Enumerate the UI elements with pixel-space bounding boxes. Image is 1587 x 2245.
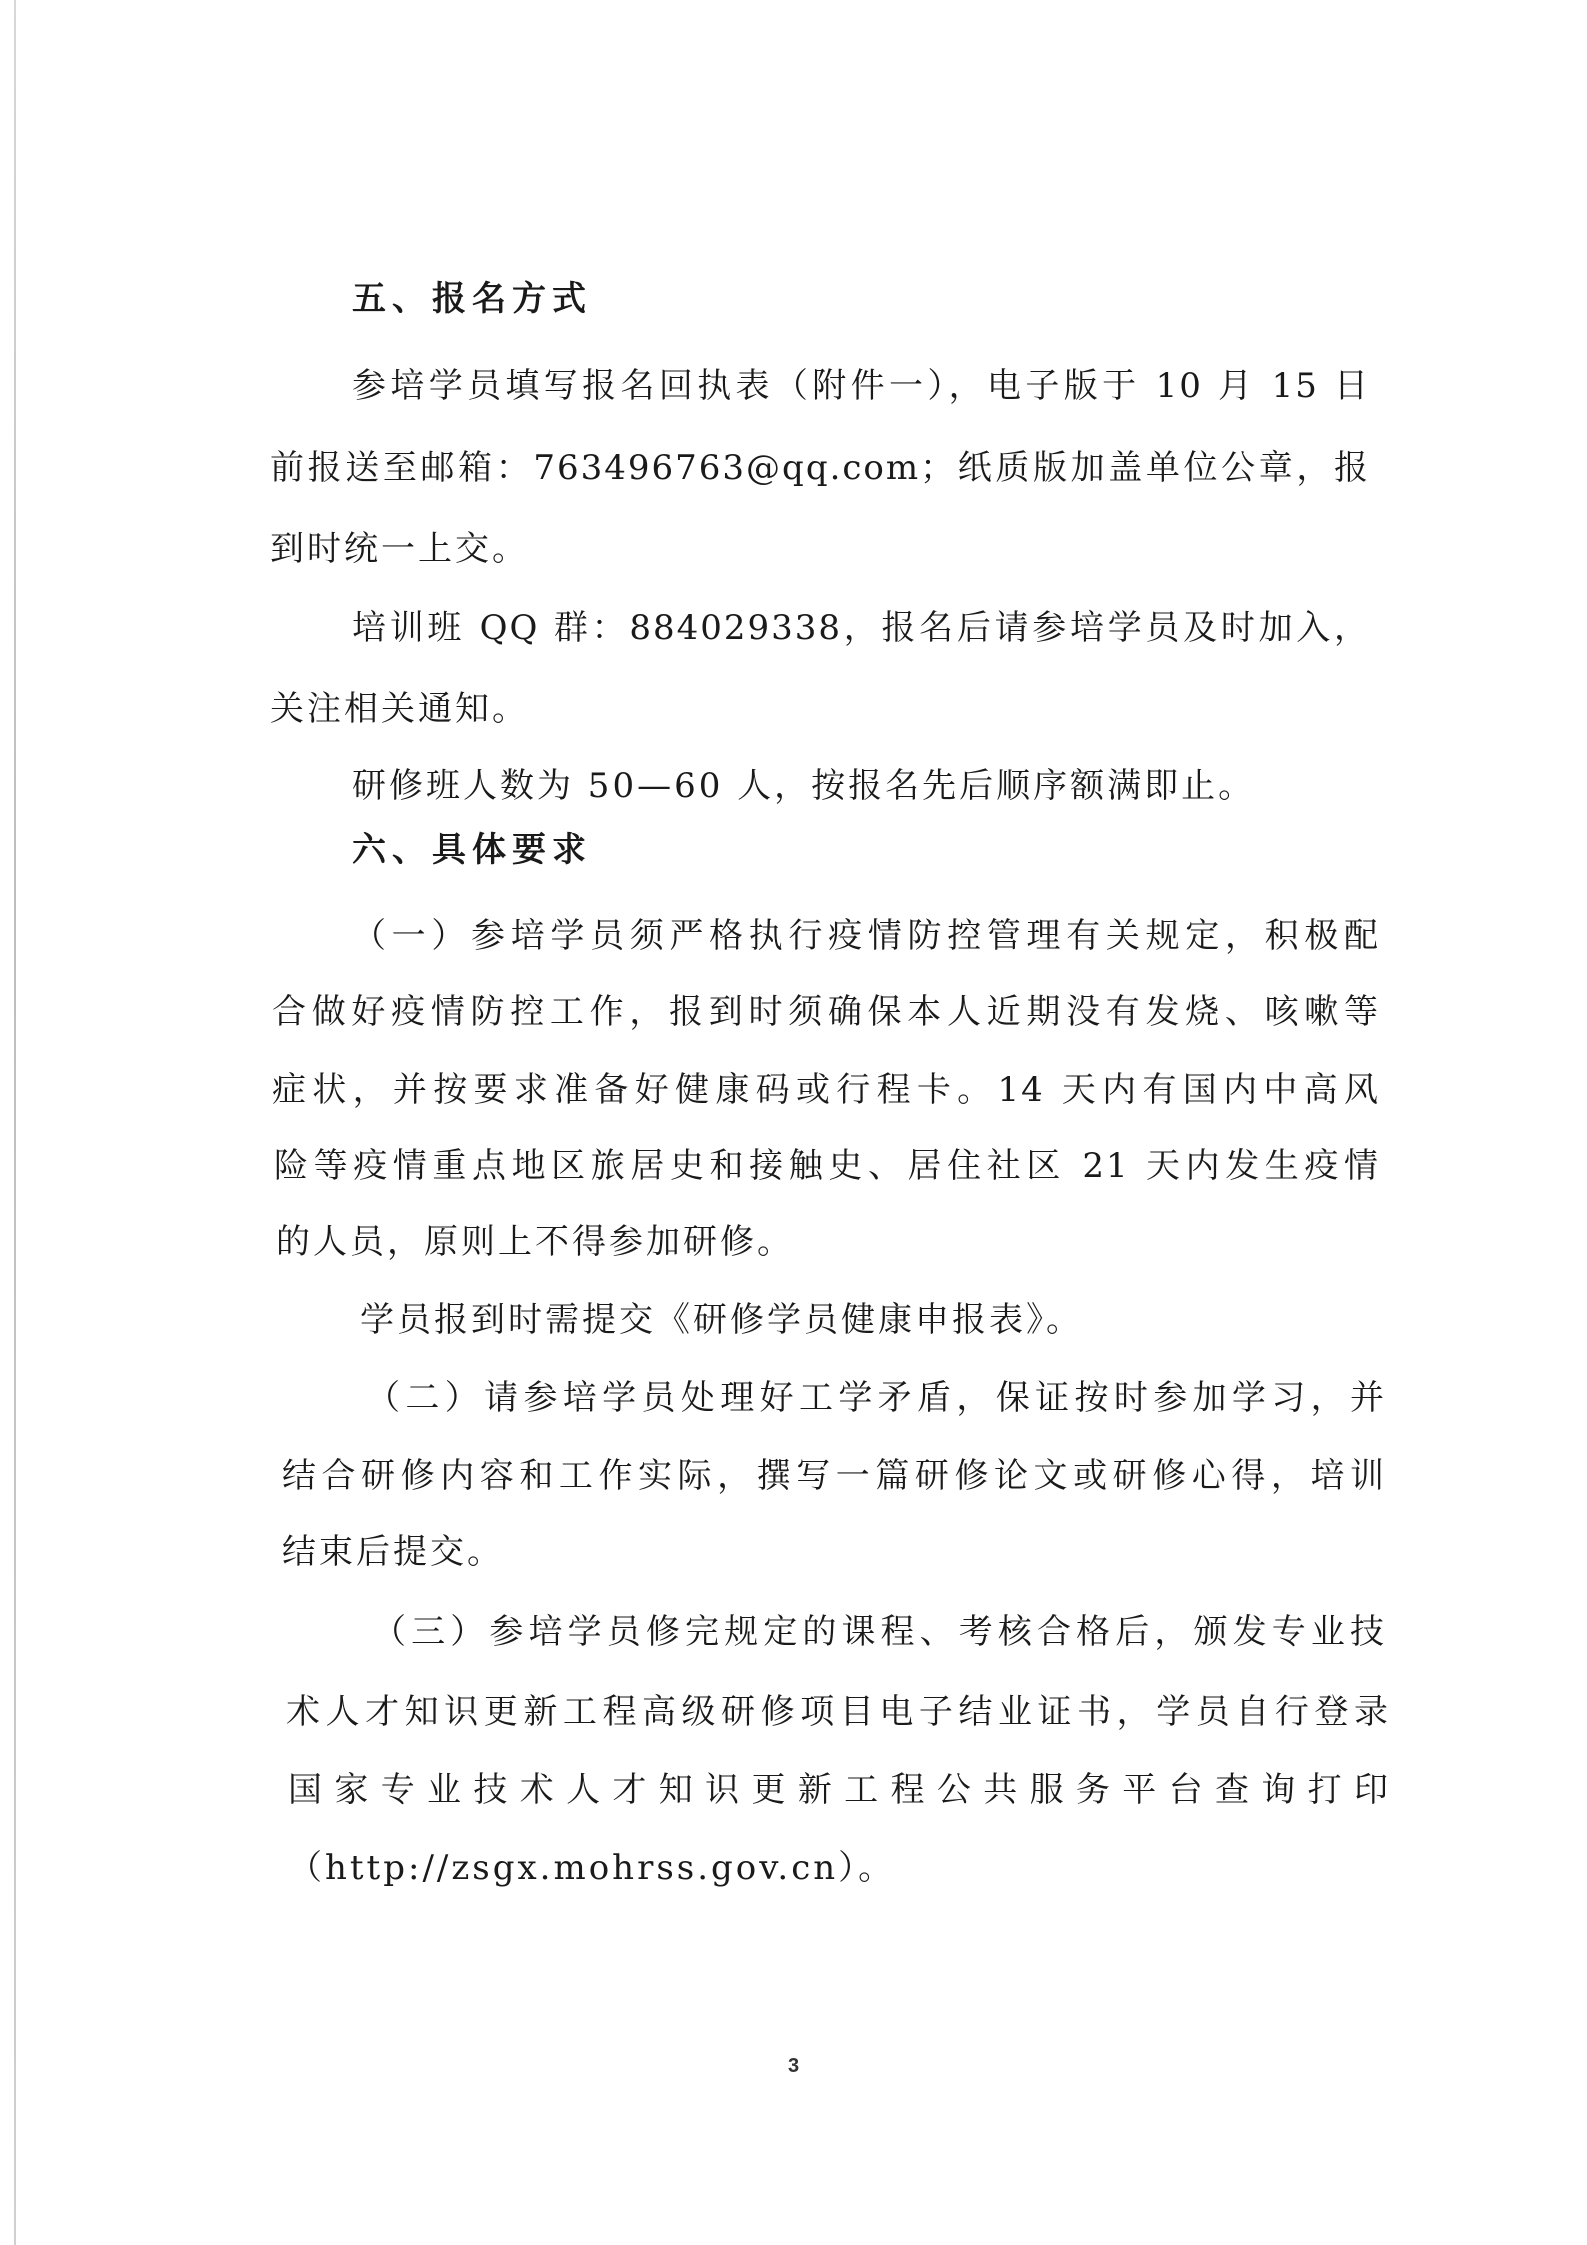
paragraph-line: 结束后提交。	[282, 1532, 504, 1572]
paragraph-line: 关注相关通知。	[270, 689, 529, 729]
paragraph-line: 参培学员填写报名回执表（附件一），电子版于 10 月 15 日	[352, 366, 1370, 406]
page-number: 3	[787, 2055, 800, 2077]
paragraph-line: 前报送至邮箱：763496763@qq.com；纸质版加盖单位公章，报	[270, 448, 1370, 488]
paragraph-line: 研修班人数为 50—60 人，按报名先后顺序额满即止。	[352, 766, 1256, 806]
paragraph-line: 症状，并按要求准备好健康码或行程卡。14 天内有国内中高风	[272, 1070, 1380, 1110]
paragraph-line: （二）请参培学员处理好工学矛盾，保证按时参加学习，并	[366, 1378, 1386, 1418]
scan-edge-shadow	[14, 0, 16, 2245]
section-heading-requirements: 六、具体要求	[352, 830, 592, 870]
paragraph-line: （一）参培学员须严格执行疫情防控管理有关规定，积极配	[352, 916, 1380, 956]
url-line: （http://zsgx.mohrss.gov.cn）。	[288, 1848, 896, 1888]
paragraph-line: 到时统一上交。	[270, 529, 529, 569]
paragraph-line: 术人才知识更新工程高级研修项目电子结业证书，学员自行登录	[286, 1692, 1390, 1732]
paragraph-line: 学员报到时需提交《研修学员健康申报表》。	[360, 1300, 1083, 1340]
paragraph-line: 险等疫情重点地区旅居史和接触史、居住社区 21 天内发生疫情	[274, 1146, 1380, 1186]
section-heading-registration: 五、报名方式	[352, 279, 592, 319]
paragraph-line: 国家专业技术人才知识更新工程公共服务平台查询打印	[288, 1770, 1390, 1810]
paragraph-line: 合做好疫情防控工作，报到时须确保本人近期没有发烧、咳嗽等	[272, 992, 1380, 1032]
paragraph-line: 结合研修内容和工作实际，撰写一篇研修论文或研修心得，培训	[282, 1456, 1386, 1496]
paragraph-line: 培训班 QQ 群：884029338，报名后请参培学员及时加入，	[352, 608, 1370, 648]
paragraph-line: （三）参培学员修完规定的课程、考核合格后，颁发专业技	[372, 1612, 1386, 1652]
paragraph-line: 的人员，原则上不得参加研修。	[276, 1222, 794, 1262]
